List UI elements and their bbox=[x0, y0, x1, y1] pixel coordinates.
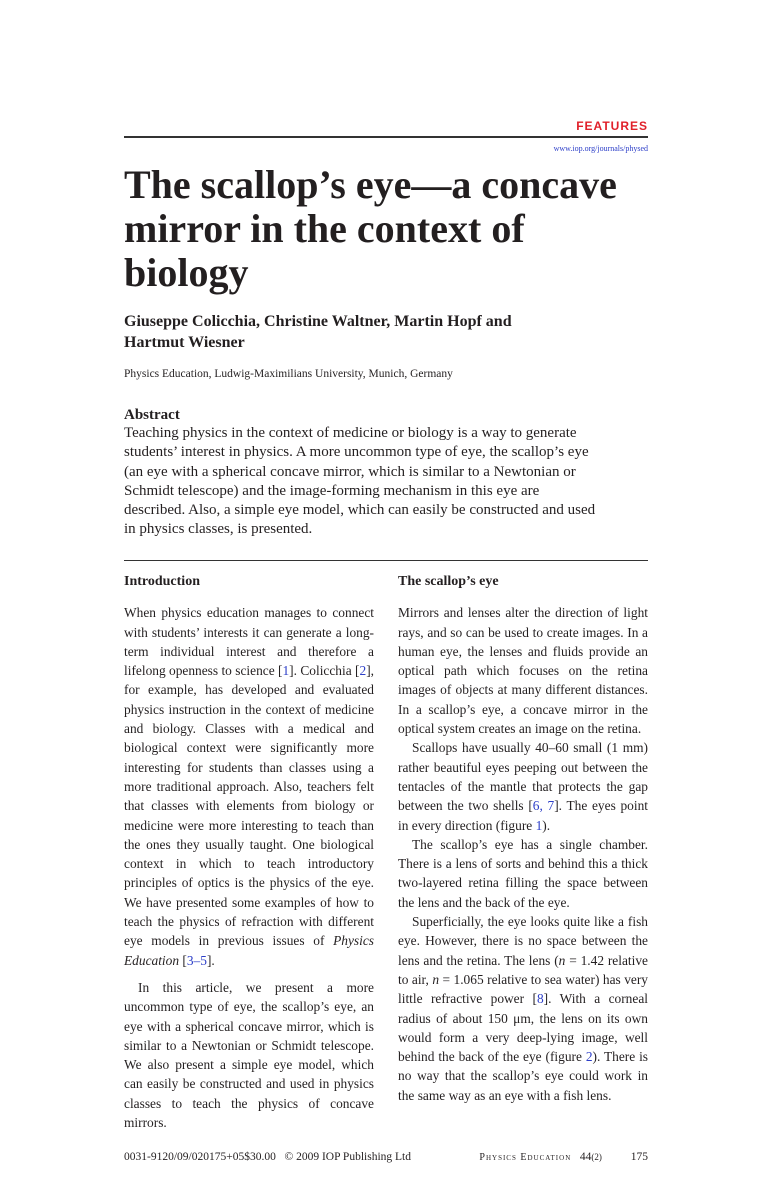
reference-link[interactable]: 2 bbox=[585, 1049, 593, 1065]
reference-link[interactable]: 2 bbox=[359, 663, 367, 679]
abstract-heading: Abstract bbox=[124, 407, 180, 423]
page-content bbox=[124, 0, 648, 1185]
text-segment: = 1.42 relative to air, bbox=[398, 952, 648, 987]
text-segment: ). There is no way that the scallop’s eye could work in the same way as an eye with a fish lens. bbox=[398, 1049, 649, 1103]
text-segment: [ bbox=[179, 952, 187, 968]
footer-left bbox=[124, 1150, 411, 1165]
text-segment: ]. The eyes point in every direction (figure bbox=[398, 798, 648, 833]
reference-link[interactable]: 8 bbox=[536, 991, 544, 1007]
footer-right bbox=[479, 1150, 648, 1165]
paragraph bbox=[398, 835, 648, 912]
text-segment: Scallops have usually 40–60 small (1 mm) rather beautiful eyes peeping out between the tentacles of the mantle that protects the gap between the two shells [ bbox=[398, 740, 648, 814]
article-title: The scallop’s eye—a concave mirror in the context of biology bbox=[124, 162, 617, 295]
text-segment: n bbox=[558, 952, 566, 968]
reference-link[interactable]: 1 bbox=[282, 663, 290, 679]
text-segment: In this article, we present a more uncommon type of eye, the scallop’s eye, an eye with a spherical concave mirror, which is similar to a Newtonian or Schmidt telescope. We also present a simple eye model, which can easily be constructed and used in physics classes to teach the physics of concave mirrors. bbox=[124, 979, 374, 1130]
text-segment: When physics education manages to connect with students’ interests it can generate a long-term individual interest and therefore a lifelong openness to science [ bbox=[124, 605, 374, 679]
text-segment: = 1.065 relative to sea water) has very little refractive power [ bbox=[398, 971, 649, 1007]
reference-link[interactable]: 3–5 bbox=[186, 952, 207, 968]
text-segment: ). bbox=[542, 817, 551, 833]
footer bbox=[124, 1150, 648, 1185]
section-heading-introduction: Introduction bbox=[124, 574, 200, 590]
body-columns bbox=[124, 573, 648, 1132]
footer-code: 0031-9120/09/020175+05$30.00 bbox=[124, 1151, 276, 1164]
paragraph bbox=[124, 603, 374, 970]
abstract-text: Teaching physics in the context of medicine or biology is a way to generate students’ interest in physics. A more uncommon type of eye, the scallop’s eye (an eye with a spherical concave mirror, which is similar to a Newtonian or Schmidt telescope) and the image-forming mechanism in this eye are described. Also, a simple eye model, which can easily be constructed and used in physics classes, is presented. bbox=[124, 425, 596, 538]
authors: Giuseppe Colicchia, Christine Waltner, Martin Hopf and Hartmut Wiesner bbox=[124, 313, 512, 351]
paragraph bbox=[398, 603, 648, 738]
text-segment: Superficially, the eye looks quite like a fish eye. However, there is no space between the lens and the retina. The lens ( bbox=[398, 914, 648, 968]
footer-journal: Physics Education bbox=[479, 1152, 572, 1164]
section-heading-scallops-eye: The scallop’s eye bbox=[398, 574, 499, 590]
left-column bbox=[124, 573, 374, 1132]
paragraph bbox=[124, 978, 374, 1132]
text-segment: ]. With a corneal radius of about 150 μm, the lens on its own would form a very deep-lying image, well behind the back of the eye (figure bbox=[398, 991, 648, 1065]
right-column bbox=[398, 573, 648, 1132]
text-segment: ]. bbox=[206, 952, 215, 968]
paragraph bbox=[398, 738, 648, 834]
text-segment: Mirrors and lenses alter the direction of light rays, and so can be used to create images. In a human eye, the lenses and fluids provide an optical path which focuses on the retina images of objects at many different distances. In a scallop’s eye, a concave mirror in the optical system creates an image on the retina. bbox=[398, 605, 648, 737]
reference-link[interactable]: 6, 7 bbox=[532, 798, 555, 814]
footer-issue: (2) bbox=[591, 1152, 602, 1163]
affiliation: Physics Education, Ludwig-Maximilians University, Munich, Germany bbox=[124, 368, 453, 380]
footer-copyright: © 2009 IOP Publishing Ltd bbox=[284, 1151, 411, 1164]
section-label: FEATURES bbox=[576, 119, 648, 133]
footer-volume: 44 bbox=[579, 1151, 592, 1164]
header-rule bbox=[124, 136, 648, 138]
text-segment: Physics Education bbox=[124, 933, 374, 968]
text-segment: The scallop’s eye has a single chamber. There is a lens of sorts and behind this a thick two-layered retina filling the space between the lens and the back of the eye. bbox=[398, 836, 648, 910]
text-segment: n bbox=[432, 971, 440, 987]
page-number: 175 bbox=[630, 1151, 648, 1164]
journal-url-link[interactable]: www.iop.org/journals/physed bbox=[553, 144, 648, 153]
text-segment: ], for example, has developed and evaluated physics instruction in the context of medicine and biology. Classes with a medical and biological context were significantly more interesting for students than classes using a more traditional approach. Also, teachers felt that classes with elements from biology or medicine were more interesting to teach than the ones they usually taught. One biological context in which to teach introductory principles of optics is the physics of the eye. We have presented some examples of how to teach the physics of refraction with different eye models in previous issues of bbox=[124, 663, 374, 949]
paragraph bbox=[398, 912, 648, 1105]
text-segment: ]. Colicchia [ bbox=[289, 663, 360, 679]
reference-link[interactable]: 1 bbox=[535, 817, 543, 833]
abstract-rule bbox=[124, 560, 648, 562]
